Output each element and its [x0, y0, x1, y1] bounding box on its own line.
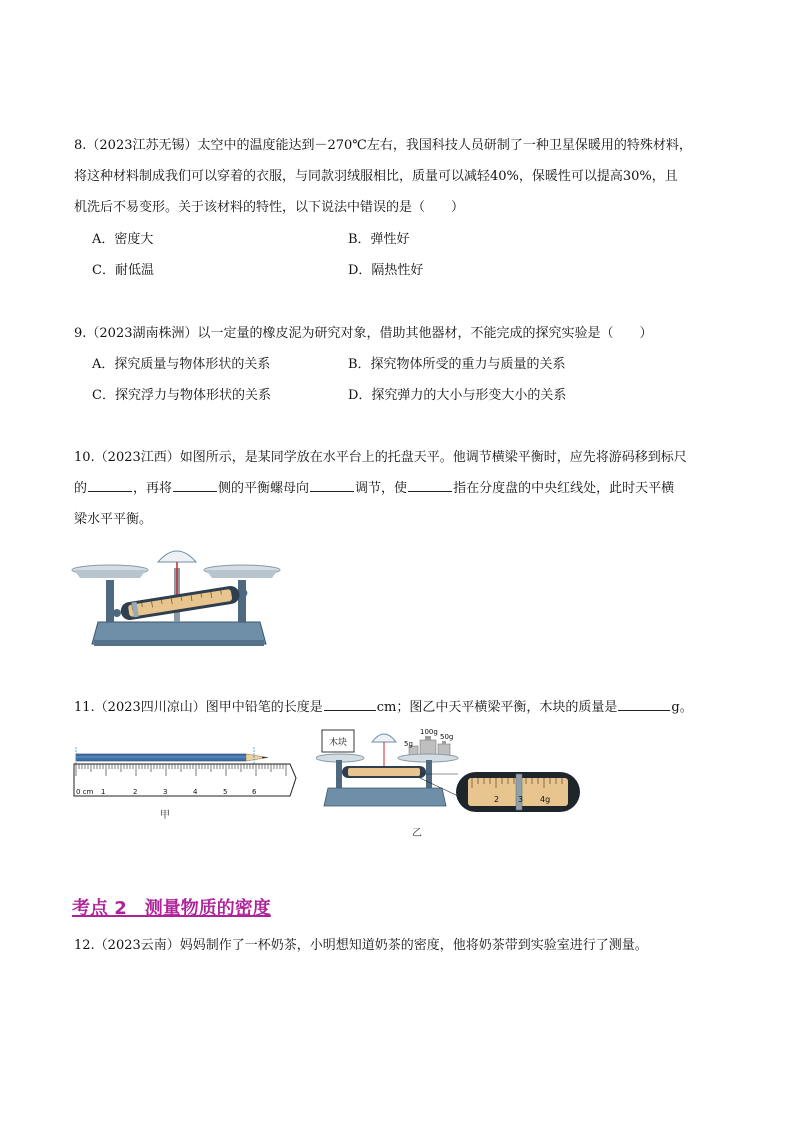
q10-balance-figure	[70, 540, 290, 648]
q11-text-b: cm；图乙中天平横梁平衡，木块的质量是	[376, 700, 618, 715]
ruler-label-3: 3	[163, 788, 168, 796]
q8-option-c: C．耐低温	[92, 263, 154, 278]
caption-yi: 乙	[412, 828, 422, 839]
q8-option-a: A．密度大	[92, 232, 154, 247]
ruler-label-5: 5	[223, 788, 228, 796]
q8-line1: 8.（2023江苏无锡）太空中的温度能达到－270℃左右，我国科技人员研制了一种卫星保暖用的特殊材料，	[74, 138, 692, 153]
weight-label-100g: 100g	[420, 728, 438, 736]
q10-text-d: 调节，使	[355, 481, 408, 496]
zoom-tick-2: 2	[494, 795, 500, 804]
section-heading: 考点 2 测量物质的密度	[72, 898, 271, 919]
caption-jia: 甲	[160, 810, 170, 821]
q11-blank-2[interactable]	[618, 698, 670, 711]
ruler-label-0: 0 cm	[76, 788, 94, 796]
zoom-tick-4g: 4g	[540, 795, 551, 804]
q10-text-e: 指在分度盘的中央红线处，此时天平横	[453, 481, 675, 496]
q9-option-d: D．探究弹力的大小与形变大小的关系	[348, 388, 567, 403]
q10-line3: 梁水平平衡。	[74, 512, 153, 527]
q9-option-b: B．探究物体所受的重力与质量的关系	[348, 357, 566, 372]
q10-blank-1[interactable]	[88, 479, 132, 492]
q8-option-b: B．弹性好	[348, 232, 410, 247]
q10-blank-2[interactable]	[173, 479, 217, 492]
q11-text-a: 11.（2023四川凉山）图甲中铅笔的长度是	[74, 700, 323, 715]
wood-block-label: 木块	[328, 738, 348, 748]
zoom-tick-3: 3	[518, 795, 524, 804]
q11-blank-1[interactable]	[324, 698, 376, 711]
ruler-label-2: 2	[133, 788, 138, 796]
q8-line2: 将这种材料制成我们可以穿着的衣服，与同款羽绒服相比，质量可以减轻40%，保暖性可以提高30%，且	[74, 169, 678, 184]
q10-line2	[74, 477, 674, 496]
ruler-label-1: 1	[101, 788, 106, 796]
q11-text-c: g。	[671, 700, 693, 715]
q9-option-c: C．探究浮力与物体形状的关系	[92, 388, 271, 403]
q11-line1	[74, 696, 693, 715]
q8-line3: 机洗后不易变形。关于该材料的特性，以下说法中错误的是（ ）	[74, 200, 465, 215]
q11-balance-figure	[316, 722, 584, 814]
weight-label-50g: 50g	[440, 733, 454, 741]
q9-line1: 9.（2023湖南株洲）以一定量的橡皮泥为研究对象，借助其他器材，不能完成的探究实验是（ ）	[74, 326, 653, 341]
q10-blank-4[interactable]	[408, 479, 452, 492]
q10-text-a: 的	[74, 481, 88, 496]
ruler-label-6: 6	[252, 788, 257, 796]
q10-line1: 10.（2023江西）如图所示，是某同学放在水平台上的托盘天平。他调节横梁平衡时，应先将游码移到标尺	[74, 450, 687, 465]
weight-label-5g: 5g	[404, 740, 413, 748]
q10-text-b: ，再将	[133, 481, 173, 496]
q9-option-a: A．探究质量与物体形状的关系	[92, 357, 271, 372]
ruler-label-4: 4	[193, 788, 198, 796]
q8-option-d: D．隔热性好	[348, 263, 424, 278]
q11-ruler-figure	[72, 744, 300, 802]
q12-line1: 12.（2023云南）妈妈制作了一杯奶茶，小明想知道奶茶的密度，他将奶茶带到实验室进行了测量。	[74, 938, 648, 953]
q10-blank-3[interactable]	[310, 479, 354, 492]
q10-text-c: 侧的平衡螺母向	[218, 481, 310, 496]
